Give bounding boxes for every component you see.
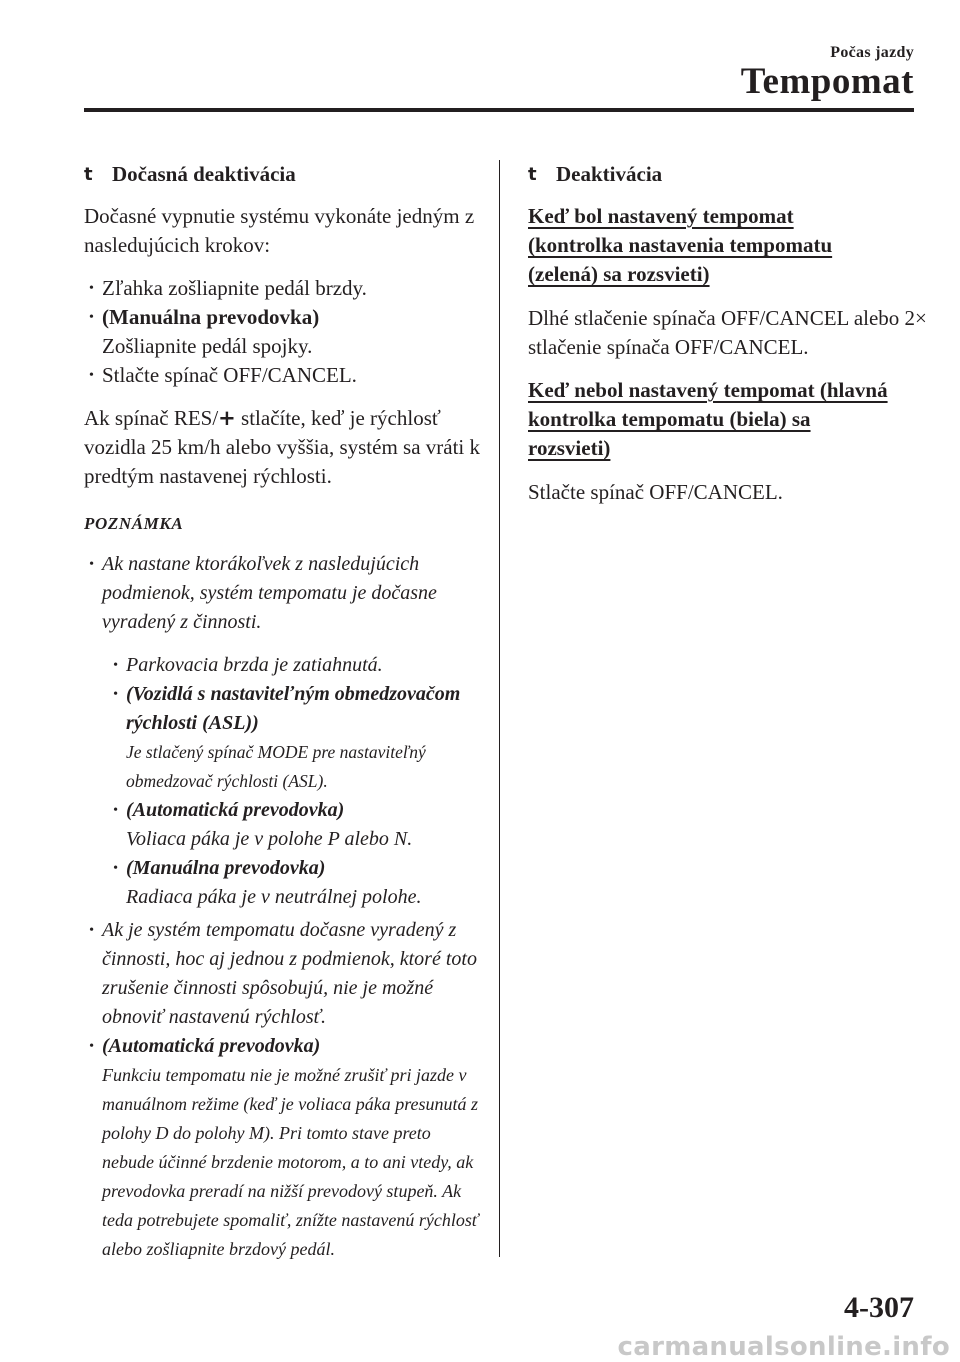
list-item — [84, 303, 484, 361]
heading-line: Keď bol nastavený tempomat — [528, 204, 794, 228]
note-list — [84, 550, 484, 1264]
page-title: Tempomat — [740, 61, 914, 102]
column-divider — [499, 160, 500, 1257]
plus-icon: + — [218, 406, 236, 430]
item-text: Radiaca páka je v neutrálnej polohe. — [126, 886, 422, 908]
temporary-deactivation-heading — [84, 160, 484, 189]
item-label: (Automatická prevodovka) — [126, 799, 345, 821]
note-sublist — [108, 651, 484, 912]
heading-line: rozsvieti) — [528, 436, 611, 460]
item-label: (Automatická prevodovka) — [102, 1035, 321, 1057]
watermark: carmanualsonline.info — [617, 1332, 950, 1362]
heading-text: Deaktivácia — [556, 162, 663, 186]
heading-line: kontrolka tempomatu (biela) sa — [528, 407, 811, 431]
item-text: Je stlačený spínač MODE pre nastaviteľný obmedzovač rýchlosti (ASL). — [126, 742, 426, 791]
section-marker-icon: t — [528, 164, 537, 185]
text-part: Ak spínač RES/ — [84, 406, 219, 430]
case-set-text: Dlhé stlačenie spínača OFF/CANCEL alebo 2× stlačenie spínača OFF/CANCEL. — [528, 306, 927, 359]
heading-text: Dočasná deaktivácia — [112, 162, 296, 186]
list-item — [84, 550, 484, 912]
list-item — [108, 796, 484, 854]
list-item: • Zľahka zošliapnite pedál brzdy. — [84, 274, 484, 303]
deactivation-heading — [528, 160, 928, 189]
item-label: (Vozidlá s nastaviteľným obmedzovačom rýchlosti (ASL)) — [126, 683, 461, 734]
case-notset-text: Stlačte spínač OFF/CANCEL. — [528, 480, 783, 504]
item-label: (Manuálna prevodovka) — [126, 857, 326, 879]
text-part: stlačíte, keď je rýchlosť vozidla 25 km/h alebo vyššia, systém sa vráti k predtým nastavenej rýchlosti. — [84, 406, 481, 488]
list-item: • Parkovacia brzda je zatiahnutá. — [108, 651, 484, 680]
item-text: Voliaca páka je v polohe P alebo N. — [126, 828, 413, 850]
case-set-heading — [528, 202, 928, 289]
header-rule — [84, 108, 914, 112]
left-column — [84, 160, 484, 1264]
list-item — [84, 1032, 484, 1264]
heading-line: (kontrolka nastavenia tempomatu — [528, 233, 833, 257]
list-item — [108, 854, 484, 912]
section-label: Počas jazdy — [830, 44, 914, 61]
heading-line: Keď nebol nastavený tempomat (hlavná — [528, 378, 888, 402]
intro-paragraph: Dočasné vypnutie systému vykonáte jedným z nasledujúcich krokov: — [84, 204, 475, 257]
note-block — [84, 550, 484, 1264]
right-column — [528, 160, 928, 521]
item-text: Ak nastane ktorákoľvek z nasledujúcich podmienok, systém tempomatu je dočasne vyradený z činnosti. — [102, 553, 437, 633]
item-label: (Manuálna prevodovka) — [102, 305, 320, 329]
page-number: 4-307 — [844, 1291, 914, 1324]
heading-line: (zelená) sa rozsvieti) — [528, 262, 710, 286]
case-notset-heading — [528, 376, 928, 463]
resume-paragraph — [84, 404, 484, 491]
list-item: • Stlačte spínač OFF/CANCEL. — [84, 361, 484, 390]
list-item — [108, 680, 484, 796]
note-label: POZNÁMKA — [84, 514, 184, 533]
section-marker-icon: t — [84, 164, 93, 185]
item-text: Zošliapnite pedál spojky. — [102, 334, 313, 358]
item-text: Funkciu tempomatu nie je možné zrušiť pri jazde v manuálnom režime (keď je voliaca páka presunutá z polohy D do polohy M). Pri tomto stave preto nebude účinné brzdenie motorom, a to ani vtedy, ak prevodovka preradí na nižší prevodový stupeň. Ak teda potrebujete spomaliť, znížte nastavenú rýchlosť alebo zošliapnite brzdový pedál. — [102, 1065, 479, 1259]
deactivation-steps-list — [84, 274, 484, 390]
list-item: • Ak je systém tempomatu dočasne vyradený z činnosti, hoc aj jednou z podmienok, ktoré toto zrušenie činnosti spôsobujú, nie je možné obnoviť nastavenú rýchlosť. — [84, 916, 484, 1032]
